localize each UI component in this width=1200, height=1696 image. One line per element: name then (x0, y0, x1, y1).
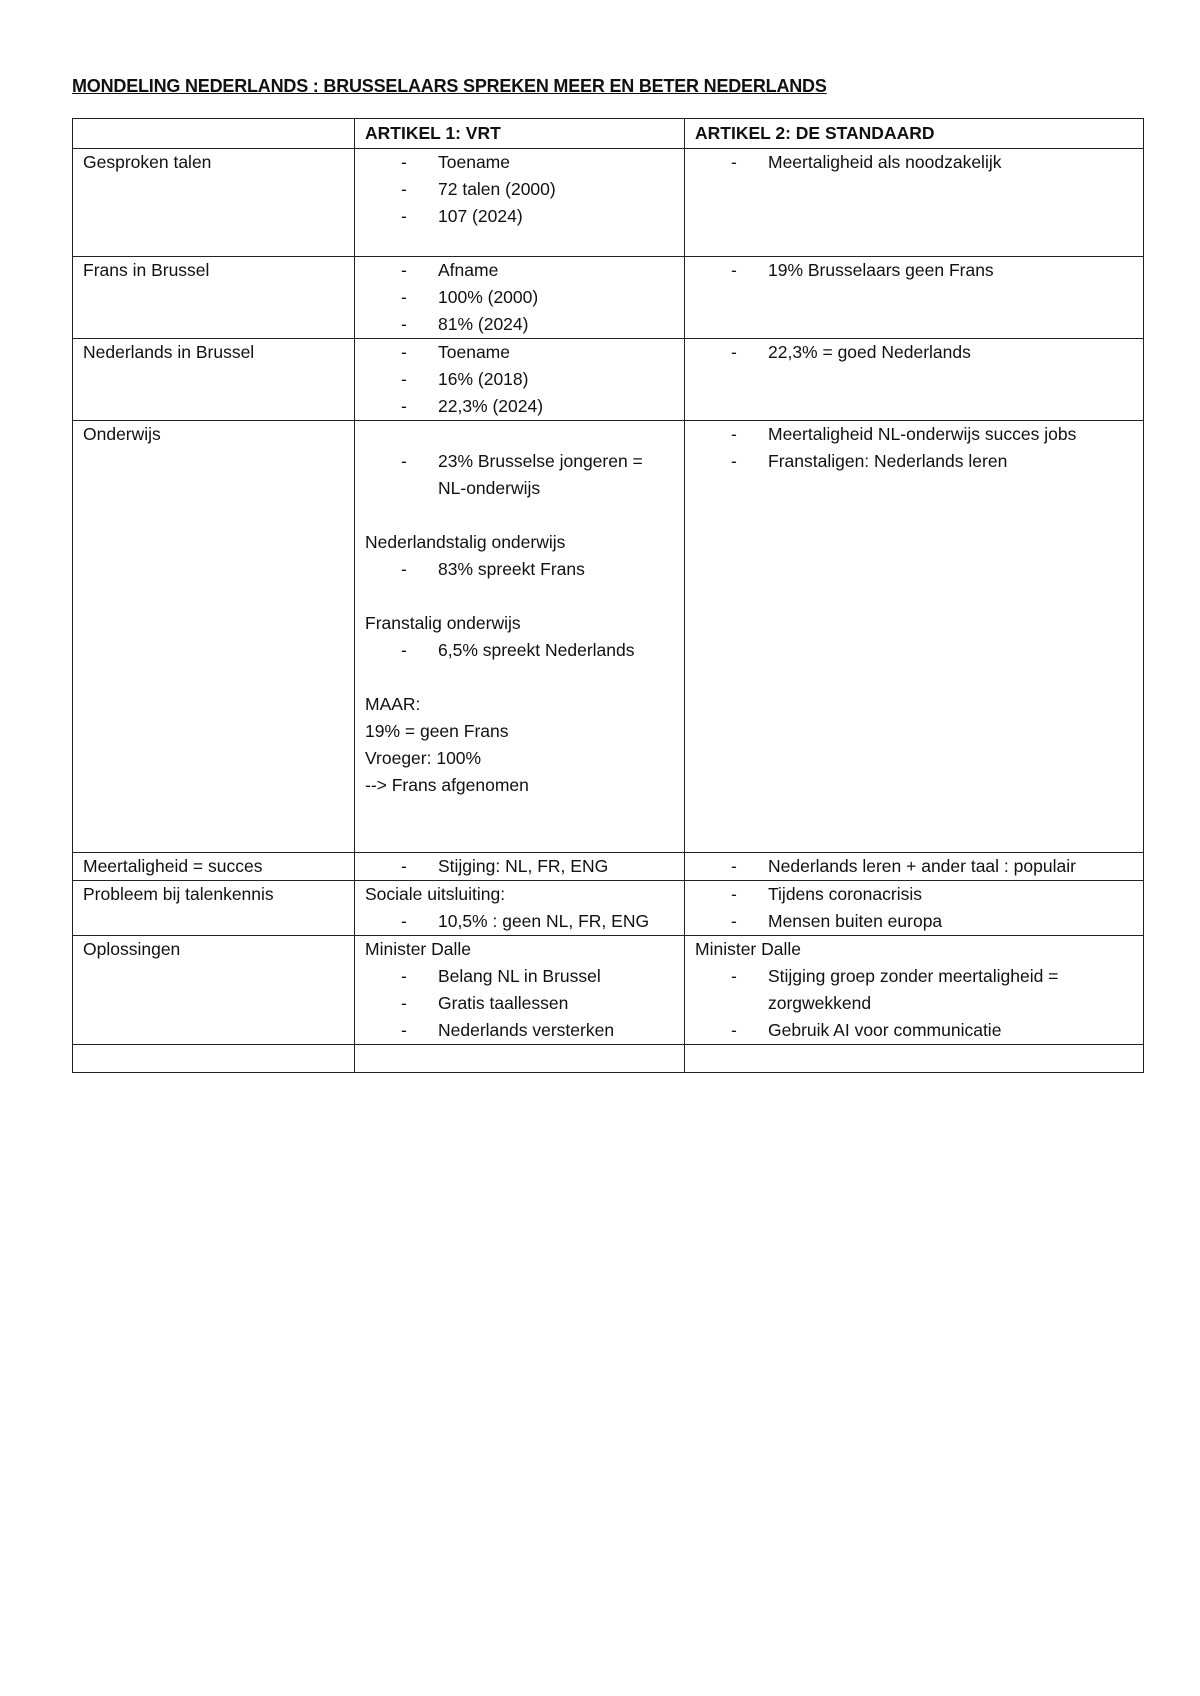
list-item: - Meertaligheid NL-onderwijs succes jobs (695, 421, 1133, 448)
list-item: - 19% Brusselaars geen Frans (695, 257, 1133, 284)
empty-cell (685, 1045, 1144, 1073)
table-row (73, 257, 1144, 339)
standaard-cell (685, 881, 1144, 936)
list-item: - Belang NL in Brussel (365, 963, 674, 990)
maar-label: MAAR: (365, 694, 421, 714)
header-artikel-vrt: ARTIKEL 1: VRT (355, 119, 685, 149)
vrt-cell (355, 339, 685, 421)
empty-cell (73, 1045, 355, 1073)
table-row (73, 853, 1144, 881)
list-item: - 107 (2024) (365, 203, 674, 230)
list-item: - Toename (365, 339, 674, 366)
row-label-gesproken: Gesproken talen (73, 149, 355, 257)
standaard-cell (685, 936, 1144, 1045)
cell-heading: Minister Dalle (695, 939, 801, 959)
list-item: - Nederlands versterken (365, 1017, 674, 1044)
header-artikel-standaard: ARTIKEL 2: DE STANDAARD (685, 119, 1144, 149)
standaard-cell (685, 421, 1144, 853)
standaard-cell (685, 149, 1144, 257)
list-item: - 16% (2018) (365, 366, 674, 393)
vrt-cell (355, 881, 685, 936)
empty-row (73, 1045, 1144, 1073)
fr-onderwijs-heading: Franstalig onderwijs (365, 613, 521, 633)
note-line: Vroeger: 100% (365, 748, 482, 768)
list-item: - Stijging: NL, FR, ENG (365, 853, 674, 880)
list-item: - 6,5% spreekt Nederlands (365, 637, 674, 664)
note-line: --> Frans afgenomen (365, 775, 529, 795)
row-label-probleem: Probleem bij talenkennis (73, 881, 355, 936)
list-item: - Tijdens coronacrisis (695, 881, 1133, 908)
page-title: MONDELING NEDERLANDS : BRUSSELAARS SPREKEN MEER EN BETER NEDERLANDS (72, 76, 827, 96)
row-label-meertaligheid: Meertaligheid = succes (73, 853, 355, 881)
standaard-cell (685, 257, 1144, 339)
vrt-cell (355, 936, 685, 1045)
table-row (73, 421, 1144, 853)
list-item: - Nederlands leren + ander taal : populair (695, 853, 1133, 880)
table-row (73, 936, 1144, 1045)
list-item: - 100% (2000) (365, 284, 674, 311)
row-label-oplossingen: Oplossingen (73, 936, 355, 1045)
cell-heading: Sociale uitsluiting: (365, 884, 506, 904)
table-row (73, 339, 1144, 421)
table-header-row (73, 119, 1144, 149)
row-label-nederlands: Nederlands in Brussel (73, 339, 355, 421)
row-label-onderwijs: Onderwijs (73, 421, 355, 853)
list-item: - 23% Brusselse jongeren = NL-onderwijs (365, 448, 674, 502)
vrt-cell (355, 421, 685, 853)
cell-heading: Minister Dalle (365, 939, 471, 959)
list-item: - 10,5% : geen NL, FR, ENG (365, 908, 674, 935)
list-item: - Gratis taallessen (365, 990, 674, 1017)
table-row (73, 881, 1144, 936)
table-row (73, 149, 1144, 257)
list-item: - 22,3% (2024) (365, 393, 674, 420)
vrt-cell (355, 257, 685, 339)
list-item: - Gebruik AI voor communicatie (695, 1017, 1133, 1044)
comparison-table (72, 118, 1144, 1073)
header-empty-cell (73, 119, 355, 149)
list-item: - Afname (365, 257, 674, 284)
row-label-frans: Frans in Brussel (73, 257, 355, 339)
list-item: - 83% spreekt Frans (365, 556, 674, 583)
list-item: - Mensen buiten europa (695, 908, 1133, 935)
empty-cell (355, 1045, 685, 1073)
list-item: - Meertaligheid als noodzakelijk (695, 149, 1133, 176)
list-item: - 81% (2024) (365, 311, 674, 338)
vrt-cell (355, 149, 685, 257)
standaard-cell (685, 853, 1144, 881)
nl-onderwijs-heading: Nederlandstalig onderwijs (365, 532, 566, 552)
list-item: - Toename (365, 149, 674, 176)
list-item: - 22,3% = goed Nederlands (695, 339, 1133, 366)
vrt-cell (355, 853, 685, 881)
list-item: - 72 talen (2000) (365, 176, 674, 203)
list-item: - Stijging groep zonder meertaligheid = zorgwekkend (695, 963, 1133, 1017)
standaard-cell (685, 339, 1144, 421)
list-item: - Franstaligen: Nederlands leren (695, 448, 1133, 475)
note-line: 19% = geen Frans (365, 721, 509, 741)
